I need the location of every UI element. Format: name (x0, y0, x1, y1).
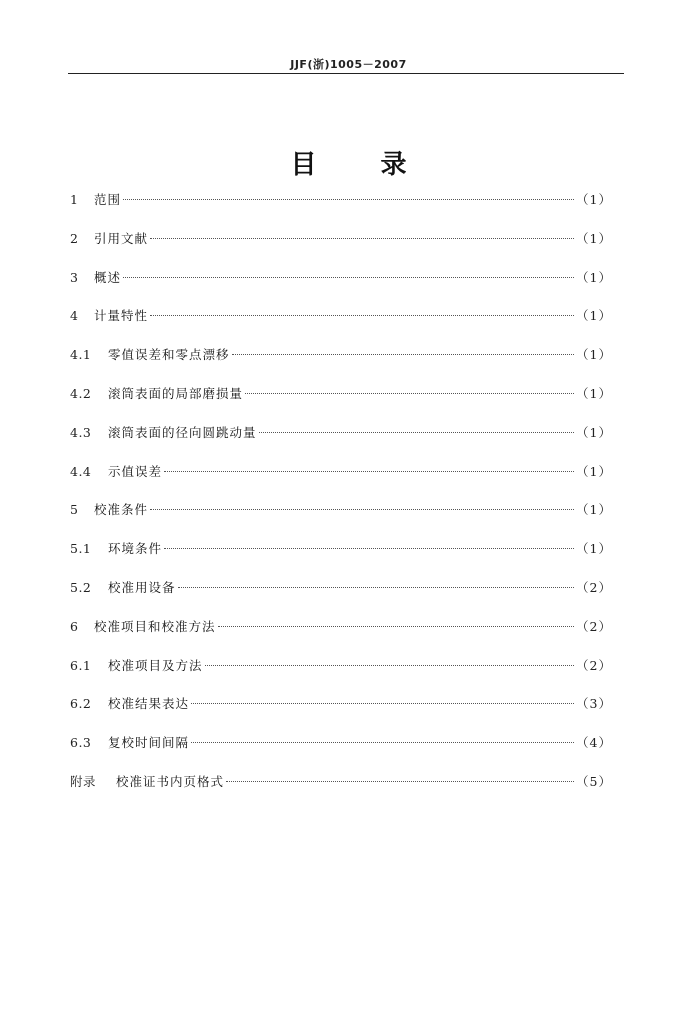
toc-entry-number: 3 (70, 269, 79, 285)
toc-entry-label: 滚筒表面的径向圆跳动量 (108, 424, 257, 440)
toc-entry-number: 5.2 (70, 579, 92, 595)
toc-entry-page: （1） (576, 192, 612, 207)
dot-leader (191, 742, 574, 743)
toc-entry-page: （5） (576, 773, 612, 789)
dot-leader (205, 665, 575, 666)
dot-leader (245, 393, 574, 394)
toc-entry-6-1[interactable] (70, 656, 612, 695)
dot-leader (123, 277, 574, 278)
toc-entry-page: （1） (576, 308, 612, 324)
toc-entry-page: （1） (576, 502, 612, 518)
toc-entry-label: 校准项目及方法 (108, 657, 203, 673)
toc-entry-5-1[interactable] (70, 539, 612, 578)
toc-entry-label: 范围 (94, 192, 122, 207)
toc-entry-page: （2） (576, 618, 612, 634)
toc-entry-number: 4 (70, 308, 79, 324)
toc-entry-label: 引用文献 (94, 230, 149, 246)
toc-entry-number: 4.2 (70, 385, 92, 401)
toc-entry-page: （1） (576, 269, 612, 285)
toc-title: 目录 (290, 150, 471, 180)
toc-entry-number: 5.1 (70, 541, 92, 557)
toc-entry-number: 6 (70, 618, 79, 634)
toc-entry-label: 校准结果表达 (108, 696, 190, 712)
toc-entry-4-3[interactable] (70, 423, 612, 462)
toc-entry-page: （2） (576, 579, 612, 595)
dot-leader (259, 432, 575, 433)
toc-entry-number: 6.1 (70, 657, 92, 673)
toc-entry-page: （2） (576, 657, 612, 673)
toc-entry-label: 示值误差 (108, 463, 163, 479)
table-of-contents (70, 190, 612, 811)
toc-entry-label: 校准条件 (94, 502, 149, 518)
dot-leader (218, 626, 575, 627)
toc-entry-5-2[interactable] (70, 578, 612, 617)
toc-entry-label: 环境条件 (108, 541, 163, 557)
toc-entry-number: 4.3 (70, 424, 92, 440)
toc-entry-3[interactable] (70, 268, 612, 307)
toc-entry-page: （3） (576, 696, 612, 712)
dot-leader (226, 781, 574, 782)
page-header: JJF(浙)1005－2007 (290, 58, 407, 71)
dot-leader (191, 703, 574, 704)
dot-leader (150, 315, 574, 316)
dot-leader (164, 548, 574, 549)
dot-leader (123, 199, 574, 200)
dot-leader (232, 354, 575, 355)
toc-entry-page: （1） (576, 347, 612, 363)
toc-entry-4-2[interactable] (70, 384, 612, 423)
toc-entry-number: 4.1 (70, 347, 92, 363)
toc-entry-4-1[interactable] (70, 345, 612, 384)
dot-leader (150, 238, 574, 239)
toc-entry-1[interactable] (70, 190, 612, 229)
toc-entry-label: 零值误差和零点漂移 (108, 347, 230, 363)
toc-entry-number: 附录 (70, 773, 97, 789)
toc-entry-number: 2 (70, 230, 79, 246)
toc-entry-page: （1） (576, 541, 612, 557)
toc-entry-6-3[interactable] (70, 733, 612, 772)
toc-entry-label: 概述 (94, 269, 122, 285)
dot-leader (150, 509, 574, 510)
toc-entry-6[interactable] (70, 617, 612, 656)
toc-entry-6-2[interactable] (70, 694, 612, 733)
toc-entry-4[interactable] (70, 306, 612, 345)
toc-entry-page: （1） (576, 230, 612, 246)
toc-entry-appendix[interactable] (70, 772, 612, 811)
toc-entry-4-4[interactable] (70, 462, 612, 501)
toc-entry-number: 6.2 (70, 696, 92, 712)
toc-entry-page: （1） (576, 463, 612, 479)
dot-leader (164, 471, 574, 472)
toc-entry-label: 校准证书内页格式 (116, 773, 225, 789)
dot-leader (178, 587, 575, 588)
toc-entry-2[interactable] (70, 229, 612, 268)
toc-entry-number: 1 (70, 192, 79, 207)
toc-entry-number: 5 (70, 502, 79, 518)
toc-entry-label: 滚筒表面的局部磨损量 (108, 385, 244, 401)
toc-entry-label: 校准用设备 (108, 579, 176, 595)
toc-entry-label: 校准项目和校准方法 (94, 618, 216, 634)
toc-entry-number: 4.4 (70, 463, 92, 479)
toc-entry-page: （4） (576, 735, 612, 751)
toc-entry-page: （1） (576, 385, 612, 401)
toc-entry-label: 复校时间间隔 (108, 735, 190, 751)
toc-entry-page: （1） (576, 424, 612, 440)
header-rule (68, 73, 624, 74)
toc-entry-number: 6.3 (70, 735, 92, 751)
toc-entry-label: 计量特性 (94, 308, 149, 324)
toc-entry-5[interactable] (70, 500, 612, 539)
